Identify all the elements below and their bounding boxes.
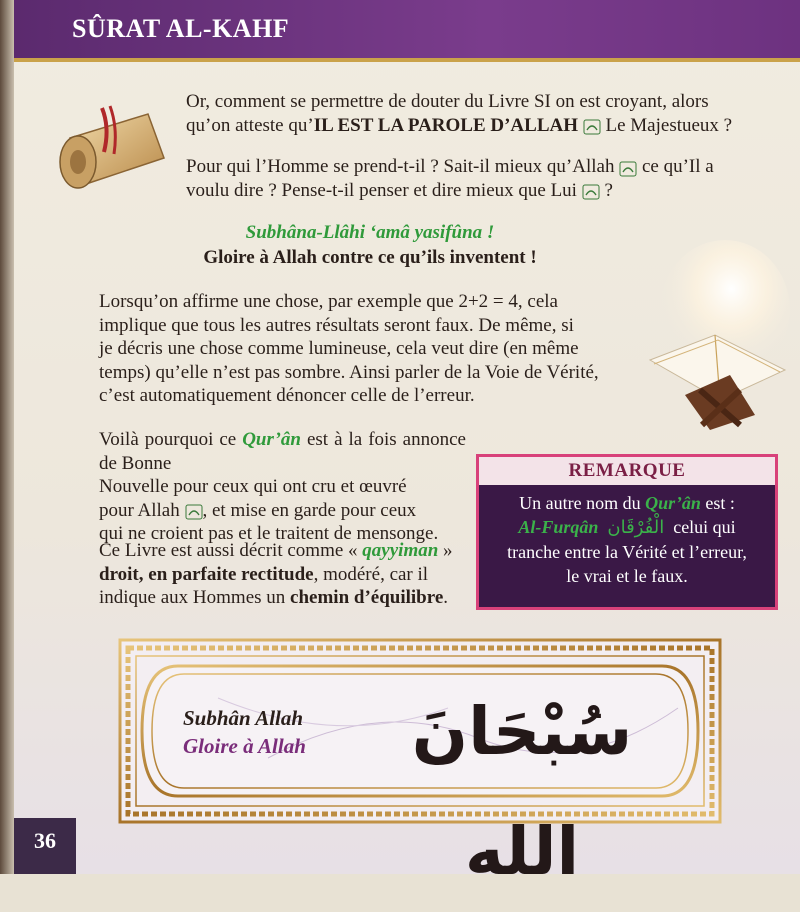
quran-stand-illustration bbox=[640, 240, 790, 440]
salutation-glyph-icon bbox=[185, 503, 203, 519]
salutation-glyph-icon bbox=[582, 183, 600, 199]
paragraph-1-line-1: Or, comment se permettre de douter du Livre SI on est croyant, alors bbox=[186, 91, 709, 112]
paragraph-4: Voilà pourquoi ce Qur’ân est à la fois annonce de Bonne Nouvelle pour ceux qui ont cru et œuvré pour Allah , et mise en garde pour ceux qui ne croient pas et le traitent de mensonge. bbox=[99, 429, 466, 544]
paragraph-2-line-1: Pour qui l’Homme se prend-t-il ? Sait-il mieux qu’Allah ce qu’Il a bbox=[186, 156, 714, 177]
page-number: 36 bbox=[34, 828, 56, 853]
book-spine bbox=[0, 0, 14, 874]
chapter-header bbox=[14, 0, 800, 62]
quote-transliteration: Subhâna-Llâhi ‘amâ yasifûna ! bbox=[245, 222, 495, 243]
quote-translation: Gloire à Allah contre ce qu’ils inventent ! bbox=[203, 247, 537, 268]
paragraph-2 bbox=[186, 155, 776, 202]
banner-translation: Gloire à Allah bbox=[183, 734, 306, 758]
remarque-box bbox=[476, 454, 778, 610]
banner-arabic-calligraphy: سُبْحَانَ الله bbox=[411, 693, 633, 890]
banner-transliteration: Subhân Allah bbox=[183, 706, 304, 730]
paragraph-5: Ce Livre est aussi décrit comme « qayyiman » droit, en parfaite rectitude, modéré, car il indique aux Hommes un chemin d’équilibre. bbox=[99, 540, 453, 608]
salutation-glyph-icon bbox=[583, 118, 601, 134]
paragraph-1-line-2: qu’on atteste qu’IL EST LA PAROLE D’ALLAH Le Majestueux ? bbox=[186, 114, 733, 136]
remarque-title: REMARQUE bbox=[479, 457, 775, 485]
salutation-glyph-icon bbox=[619, 160, 637, 176]
paragraph-2-line-2: voulu dire ? Pense-t-il penser et dire mieux que Lui ? bbox=[186, 179, 613, 201]
paragraph-1 bbox=[186, 90, 776, 137]
scroll-illustration bbox=[52, 98, 170, 202]
remarque-text: Un autre nom du Qur’ân est : Al-Furqân الْفُرْقَان celui qui tranche entre la Vérité et l’erreur, le vrai et le faux. bbox=[507, 493, 747, 586]
chapter-title: SÛRAT AL-KAHF bbox=[72, 14, 290, 43]
paragraph-3: Lorsqu’on affirme une chose, par exemple que 2+2 = 4, cela implique que tous les autres résultats seront faux. De même, si je décris une chose comme lumineuse, cela veut dire (en même temps) qu’elle n’est pas sombre. Ainsi parler de la Voie de Vérité, c’est automatiquement dénoncer celle de l’erreur. bbox=[99, 291, 599, 406]
